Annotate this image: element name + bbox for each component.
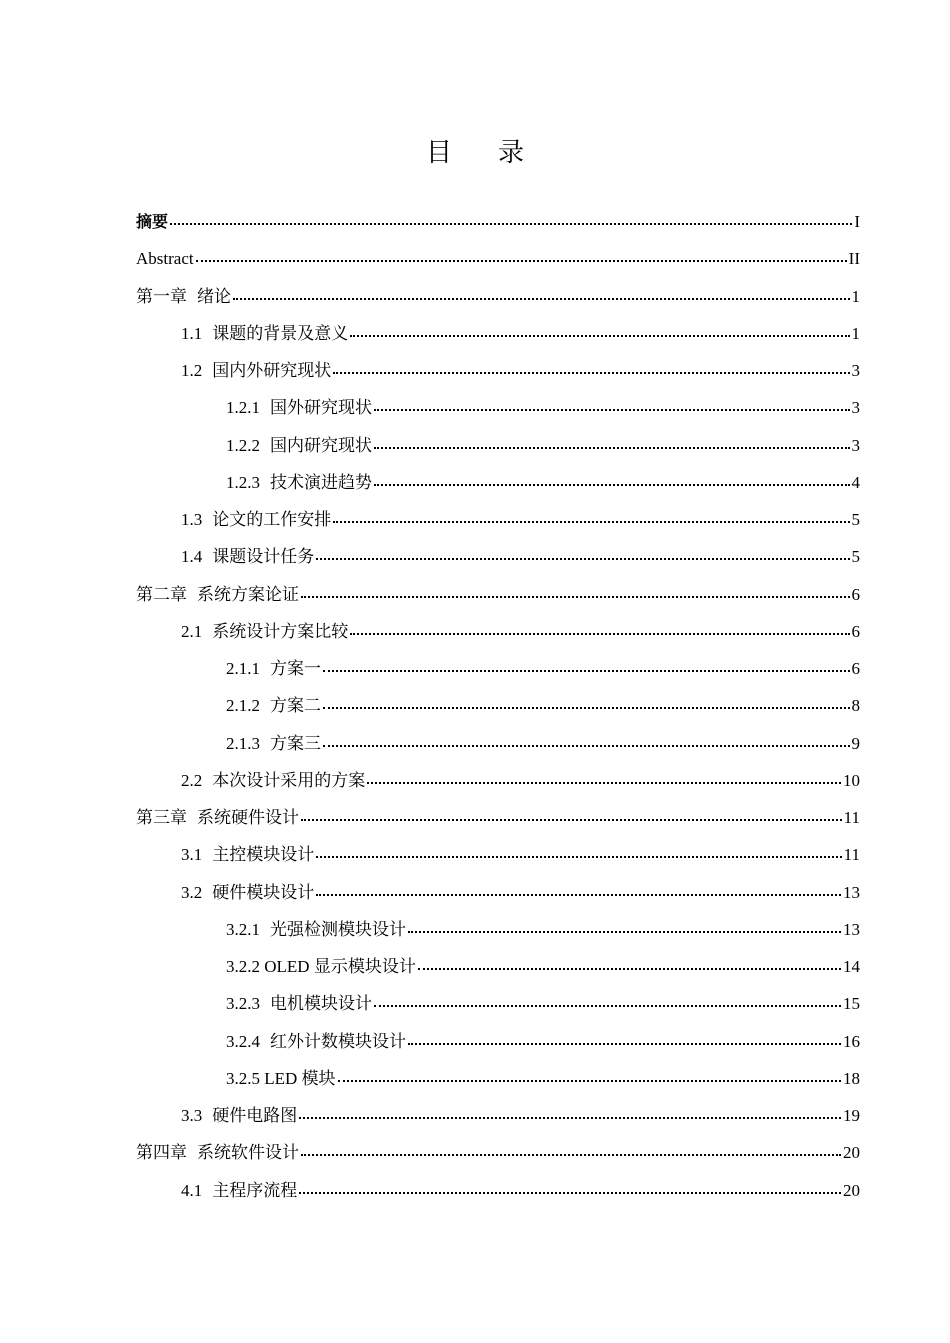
toc-entry-number: 1.2.2	[226, 435, 260, 455]
toc-entry[interactable]	[136, 799, 860, 836]
toc-entry-page: I	[854, 212, 860, 231]
toc-entry-page: 3	[851, 361, 860, 380]
toc-entry-page: 20	[843, 1143, 860, 1163]
toc-dot-leader	[333, 371, 849, 374]
toc-dot-leader	[408, 930, 841, 933]
toc-dot-leader	[323, 669, 850, 672]
toc-dot-leader	[350, 334, 849, 337]
toc-entry-number: 3.2.3	[226, 994, 260, 1014]
toc-entry[interactable]	[136, 501, 860, 538]
toc-dot-leader	[170, 222, 852, 225]
toc-entry[interactable]	[136, 874, 860, 911]
toc-entry[interactable]	[136, 240, 860, 277]
toc-dot-leader	[374, 483, 850, 486]
toc-entry[interactable]	[136, 278, 860, 315]
toc-entry-number: 1.4	[181, 547, 203, 567]
toc-entry[interactable]	[136, 725, 860, 762]
toc-entry-title: 3.2.2 OLED 显示模块设计	[226, 957, 416, 976]
toc-entry[interactable]	[136, 1097, 860, 1134]
toc-entry-title: Abstract	[136, 249, 194, 269]
toc-entry-title: 系统硬件设计	[197, 808, 299, 827]
toc-entry-page: 9	[851, 733, 860, 753]
toc-entry-page: 8	[851, 696, 860, 716]
toc-entry-title: 绪论	[197, 286, 231, 306]
toc-entry-page: 1	[851, 286, 860, 306]
toc-entry-number: 1.2.3	[226, 472, 260, 492]
toc-entry-page: 11	[843, 845, 860, 865]
toc-entry-page: 6	[851, 659, 860, 678]
toc-entry-title: 主控模块设计	[212, 845, 315, 865]
toc-entry-title: 主程序流程	[212, 1180, 298, 1200]
toc-dot-leader	[316, 557, 849, 560]
toc-entry[interactable]	[136, 687, 860, 724]
toc-entry[interactable]	[136, 1134, 860, 1171]
toc-entry-title: 红外计数模块设计	[270, 1031, 406, 1051]
toc-entry-title: 3.2.5 LED 模块	[226, 1068, 336, 1088]
toc-dot-leader	[367, 781, 841, 784]
toc-entry-page: 16	[843, 1031, 860, 1051]
toc-entry[interactable]	[136, 1172, 860, 1209]
toc-entry-page: 19	[843, 1106, 860, 1125]
toc-entry-page: 10	[843, 770, 860, 790]
toc-entry[interactable]	[136, 836, 860, 873]
toc-dot-leader	[350, 632, 849, 635]
toc-entry-number: 第三章	[136, 808, 187, 827]
toc-entry[interactable]	[136, 911, 860, 948]
toc-heading-part1: 目	[425, 138, 452, 168]
toc-entry[interactable]	[136, 389, 860, 426]
toc-dot-leader	[301, 595, 850, 598]
toc-entry[interactable]	[136, 464, 860, 501]
toc-entry-number: 1.1	[181, 323, 203, 343]
toc-entry-number: 3.2.1	[226, 919, 260, 939]
toc-entry-number: 3.3	[181, 1106, 203, 1125]
toc-entry-number: 2.1.1	[226, 659, 260, 678]
toc-entry-page: 15	[843, 994, 860, 1014]
toc-dot-leader	[333, 520, 849, 523]
toc-entry[interactable]	[136, 538, 860, 575]
toc-entry-page: 3	[851, 435, 860, 455]
toc-entry[interactable]	[136, 352, 860, 389]
toc-entry-title: 系统方案论证	[197, 584, 299, 604]
toc-dot-leader	[196, 259, 847, 262]
toc-entry[interactable]	[136, 985, 860, 1022]
toc-dot-leader	[299, 1116, 841, 1119]
toc-dot-leader	[233, 297, 850, 300]
toc-dot-leader	[418, 967, 841, 970]
toc-entry-title: 系统设计方案比较	[212, 621, 349, 641]
toc-dot-leader	[316, 893, 841, 896]
toc-entry-title: 国外研究现状	[270, 398, 372, 418]
toc-entry-number: 1.2	[181, 361, 203, 380]
toc-entry-page: II	[848, 249, 860, 269]
toc-entry-number: 第一章	[136, 286, 187, 306]
toc-entry-title: 摘要	[136, 212, 169, 231]
toc-entry-number: 2.1.2	[226, 696, 260, 716]
toc-entry-title: 国内外研究现状	[212, 361, 332, 380]
toc-entry[interactable]	[136, 576, 860, 613]
toc-dot-leader	[408, 1042, 841, 1045]
toc-entry-title: 光强检测模块设计	[270, 919, 406, 939]
toc-dot-leader	[374, 1004, 841, 1007]
toc-entry-title: 硬件模块设计	[212, 882, 315, 902]
toc-dot-leader	[301, 818, 842, 821]
toc-entry-page: 11	[843, 808, 860, 827]
toc-entry-number: 第四章	[136, 1143, 187, 1163]
toc-dot-leader	[301, 1153, 841, 1156]
toc-dot-leader	[316, 855, 841, 858]
toc-entry-page: 4	[851, 472, 860, 492]
toc-entry-page: 20	[843, 1180, 860, 1200]
toc-entry-page: 5	[851, 547, 860, 567]
toc-entry-title: 方案二	[270, 696, 321, 716]
toc-entry[interactable]	[136, 1060, 860, 1097]
toc-entry[interactable]	[136, 315, 860, 352]
toc-heading	[0, 136, 950, 170]
toc-entry-number: 3.1	[181, 845, 203, 865]
toc-entry-number: 3.2.4	[226, 1031, 260, 1051]
toc-entry-title: 硬件电路图	[212, 1106, 298, 1125]
toc-entry[interactable]	[136, 427, 860, 464]
toc-heading-part2: 录	[498, 138, 525, 168]
toc-dot-leader	[374, 446, 850, 449]
toc-dot-leader	[323, 706, 850, 709]
toc-entry[interactable]	[136, 948, 860, 985]
toc-entry-page: 13	[843, 882, 860, 902]
toc-entry-number: 2.2	[181, 770, 203, 790]
toc-entry-page: 13	[843, 919, 860, 939]
toc-entry-title: 国内研究现状	[270, 435, 372, 455]
toc-dot-leader	[374, 408, 850, 411]
toc-entry[interactable]	[136, 1023, 860, 1060]
toc-dot-leader	[323, 744, 850, 747]
toc-list	[136, 203, 860, 1209]
toc-entry-title: 系统软件设计	[197, 1143, 299, 1163]
toc-entry[interactable]	[136, 203, 860, 240]
toc-entry-title: 论文的工作安排	[212, 510, 332, 529]
toc-entry-number: 1.3	[181, 510, 203, 529]
toc-entry[interactable]	[136, 613, 860, 650]
toc-entry-title: 本次设计采用的方案	[212, 770, 366, 790]
toc-entry-page: 18	[843, 1068, 860, 1088]
toc-entry-number: 2.1	[181, 621, 203, 641]
toc-entry-page: 5	[851, 510, 860, 529]
toc-entry[interactable]	[136, 650, 860, 687]
toc-entry-title: 课题的背景及意义	[212, 323, 349, 343]
toc-entry-title: 技术演进趋势	[270, 472, 372, 492]
toc-entry-page: 3	[851, 398, 860, 418]
toc-entry-page: 1	[851, 323, 860, 343]
toc-entry[interactable]	[136, 762, 860, 799]
toc-entry-number: 3.2	[181, 882, 203, 902]
toc-entry-title: 课题设计任务	[212, 547, 315, 567]
toc-entry-page: 6	[851, 621, 860, 641]
toc-entry-page: 6	[851, 584, 860, 604]
toc-dot-leader	[338, 1079, 841, 1082]
toc-entry-number: 1.2.1	[226, 398, 260, 418]
toc-entry-title: 方案三	[270, 733, 321, 753]
toc-dot-leader	[299, 1191, 841, 1194]
toc-entry-number: 2.1.3	[226, 733, 260, 753]
toc-entry-title: 电机模块设计	[270, 994, 372, 1014]
toc-entry-page: 14	[843, 957, 860, 976]
toc-entry-title: 方案一	[270, 659, 321, 678]
toc-entry-number: 4.1	[181, 1180, 203, 1200]
toc-entry-number: 第二章	[136, 584, 187, 604]
